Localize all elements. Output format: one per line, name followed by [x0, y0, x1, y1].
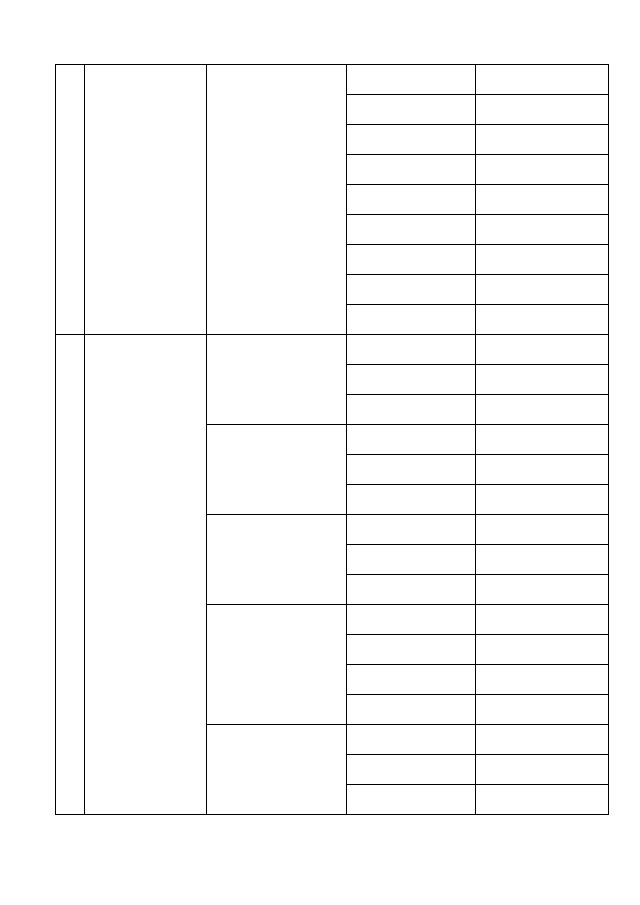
- place-cell: [347, 635, 476, 665]
- place-cell: [347, 695, 476, 725]
- date-cell: [476, 95, 609, 125]
- place-cell: [347, 95, 476, 125]
- place-cell: [347, 215, 476, 245]
- place-cell: [347, 755, 476, 785]
- place-cell: [347, 305, 476, 335]
- date-cell: [476, 635, 609, 665]
- place-cell: [347, 545, 476, 575]
- place-cell: [347, 155, 476, 185]
- date-cell: [476, 665, 609, 695]
- place-cell: [347, 485, 476, 515]
- date-cell: [476, 215, 609, 245]
- place-cell: [347, 785, 476, 815]
- place-cell: [347, 605, 476, 635]
- date-cell: [476, 515, 609, 545]
- place-cell: [347, 65, 476, 95]
- settlement-cell: [207, 335, 347, 425]
- settlement-cell: [207, 605, 347, 725]
- date-cell: [476, 245, 609, 275]
- date-cell: [476, 365, 609, 395]
- place-cell: [347, 725, 476, 755]
- number-cell: [56, 65, 85, 335]
- date-cell: [476, 695, 609, 725]
- place-cell: [347, 665, 476, 695]
- table-row: [56, 65, 609, 95]
- place-cell: [347, 185, 476, 215]
- date-cell: [476, 575, 609, 605]
- date-cell: [476, 605, 609, 635]
- place-cell: [347, 245, 476, 275]
- district-cell: [85, 335, 207, 815]
- date-cell: [476, 305, 609, 335]
- place-cell: [347, 515, 476, 545]
- date-cell: [476, 65, 609, 95]
- date-cell: [476, 725, 609, 755]
- place-cell: [347, 395, 476, 425]
- date-cell: [476, 395, 609, 425]
- number-cell: [56, 335, 85, 815]
- schedule-table: [55, 64, 609, 815]
- settlement-cell: [207, 725, 347, 815]
- settlement-cell: [207, 65, 347, 335]
- settlement-cell: [207, 425, 347, 515]
- date-cell: [476, 275, 609, 305]
- place-cell: [347, 125, 476, 155]
- date-cell: [476, 545, 609, 575]
- date-cell: [476, 125, 609, 155]
- place-cell: [347, 335, 476, 365]
- place-cell: [347, 275, 476, 305]
- settlement-cell: [207, 515, 347, 605]
- date-cell: [476, 785, 609, 815]
- date-cell: [476, 155, 609, 185]
- date-cell: [476, 185, 609, 215]
- date-cell: [476, 425, 609, 455]
- district-cell: [85, 65, 207, 335]
- place-cell: [347, 575, 476, 605]
- date-cell: [476, 335, 609, 365]
- date-cell: [476, 755, 609, 785]
- place-cell: [347, 425, 476, 455]
- table-row: [56, 335, 609, 365]
- date-cell: [476, 455, 609, 485]
- place-cell: [347, 455, 476, 485]
- place-cell: [347, 365, 476, 395]
- date-cell: [476, 485, 609, 515]
